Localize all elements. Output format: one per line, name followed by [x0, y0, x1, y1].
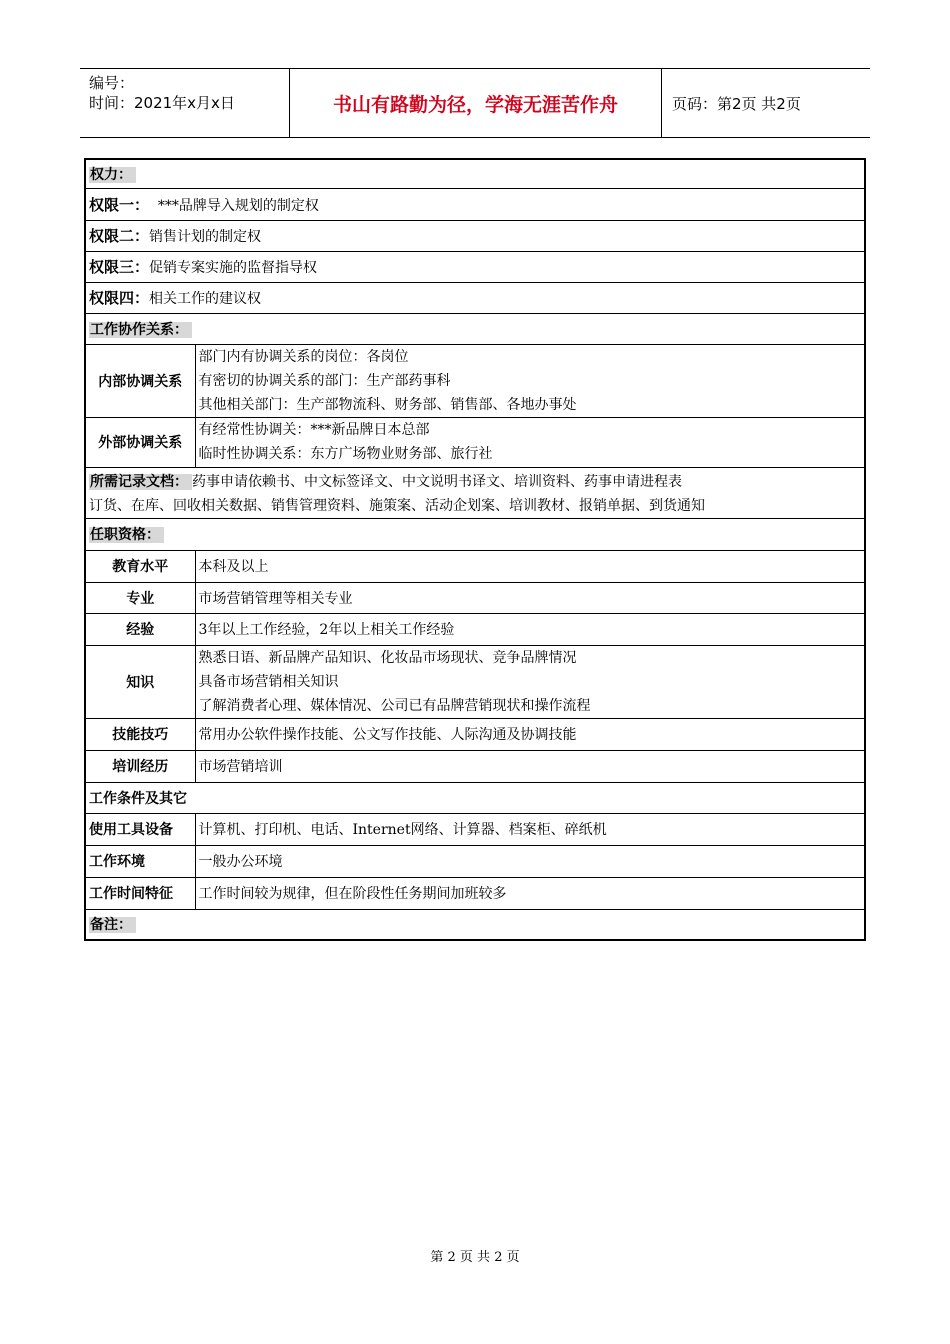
number-label: 编号：	[89, 74, 135, 92]
power-label: 权限一：	[89, 195, 150, 214]
training-label: 培训经历	[85, 750, 195, 782]
power-row	[85, 220, 865, 251]
page-header	[80, 68, 870, 138]
power-value: ***品牌导入规划的制定权	[157, 197, 319, 214]
power-label: 权限二：	[89, 227, 150, 245]
skills-row	[85, 718, 865, 750]
experience-value: 3年以上工作经验，2年以上相关工作经验	[195, 613, 865, 645]
knowledge-line: 了解消费者心理、媒体情况、公司已有品牌营销现状和操作流程	[198, 697, 591, 714]
records-row	[85, 467, 865, 518]
header-page-info: 页码：第2页 共2页	[672, 94, 801, 113]
education-label: 教育水平	[85, 550, 195, 582]
major-row	[85, 582, 865, 613]
power-label: 权限三：	[89, 258, 150, 276]
page-footer: 第 2 页 共 2 页	[430, 1250, 520, 1265]
skills-value: 常用办公软件操作技能、公文写作技能、人际沟通及协调技能	[195, 718, 865, 750]
power-title: 权力：	[89, 167, 136, 183]
environment-label: 工作环境	[85, 845, 195, 877]
training-value: 市场营销培训	[195, 750, 865, 782]
internal-coordination-row	[85, 344, 865, 417]
environment-value: 一般办公环境	[195, 845, 865, 877]
knowledge-line: 熟悉日语、新品牌产品知识、化妆品市场现状、竞争品牌情况	[198, 649, 577, 666]
knowledge-line: 具备市场营销相关知识	[198, 673, 339, 690]
header-motto: 书山有路勤为径，学海无涯苦作舟	[290, 69, 662, 137]
environment-row	[85, 845, 865, 877]
work-time-label: 工作时间特征	[85, 877, 195, 909]
remarks-row	[85, 909, 865, 940]
time-label: 时间：2021年x月x日	[89, 94, 235, 112]
power-label: 权限四：	[89, 289, 150, 307]
conditions-title: 工作条件及其它	[85, 782, 865, 813]
education-value: 本科及以上	[195, 550, 865, 582]
power-value: 促销专案实施的监督指导权	[149, 260, 318, 276]
records-line: 药事申请依赖书、中文标签译文、中文说明书译文、培训资料、药事申请进程表	[192, 473, 682, 490]
tools-value: 计算机、打印机、电话、Internet网络、计算器、档案柜、碎纸机	[195, 813, 865, 845]
records-title: 所需记录文档：	[89, 474, 192, 490]
skills-label: 技能技巧	[85, 718, 195, 750]
header-meta	[80, 69, 290, 137]
qualification-section-row	[85, 518, 865, 550]
knowledge-row	[85, 645, 865, 718]
power-row	[85, 282, 865, 313]
conditions-section-row	[85, 782, 865, 813]
tools-label: 使用工具设备	[85, 813, 195, 845]
internal-label: 内部协调关系	[85, 344, 195, 417]
internal-line: 其他相关部门：生产部物流科、财务部、销售部、各地办事处	[198, 396, 577, 413]
power-row	[85, 188, 865, 220]
internal-line: 有密切的协调关系的部门：生产部药事科	[198, 372, 451, 389]
experience-label: 经验	[85, 613, 195, 645]
training-row	[85, 750, 865, 782]
qualification-title: 任职资格：	[89, 527, 164, 543]
work-time-row	[85, 877, 865, 909]
experience-row	[85, 613, 865, 645]
tools-row	[85, 813, 865, 845]
power-section-row	[85, 159, 865, 188]
external-line: 有经常性协调关：***新品牌日本总部	[198, 422, 430, 438]
work-time-value: 工作时间较为规律，但在阶段性任务期间加班较多	[195, 877, 865, 909]
major-label: 专业	[85, 582, 195, 613]
job-description-table	[84, 158, 866, 941]
external-coordination-row	[85, 417, 865, 467]
knowledge-label: 知识	[85, 645, 195, 718]
power-value: 相关工作的建议权	[149, 291, 262, 307]
internal-line: 部门内有协调关系的岗位：各岗位	[198, 348, 409, 365]
power-row	[85, 251, 865, 282]
records-line: 订货、在库、回收相关数据、销售管理资料、施策案、活动企划案、培训教材、报销单据、到货通知	[89, 497, 705, 514]
power-value: 销售计划的制定权	[149, 229, 262, 245]
cooperation-title: 工作协作关系：	[89, 322, 192, 338]
external-line: 临时性协调关系：东方广场物业财务部、旅行社	[198, 446, 493, 462]
remarks-title: 备注：	[89, 917, 136, 933]
external-label: 外部协调关系	[85, 417, 195, 467]
education-row	[85, 550, 865, 582]
major-value: 市场营销管理等相关专业	[195, 582, 865, 613]
cooperation-section-row	[85, 313, 865, 344]
